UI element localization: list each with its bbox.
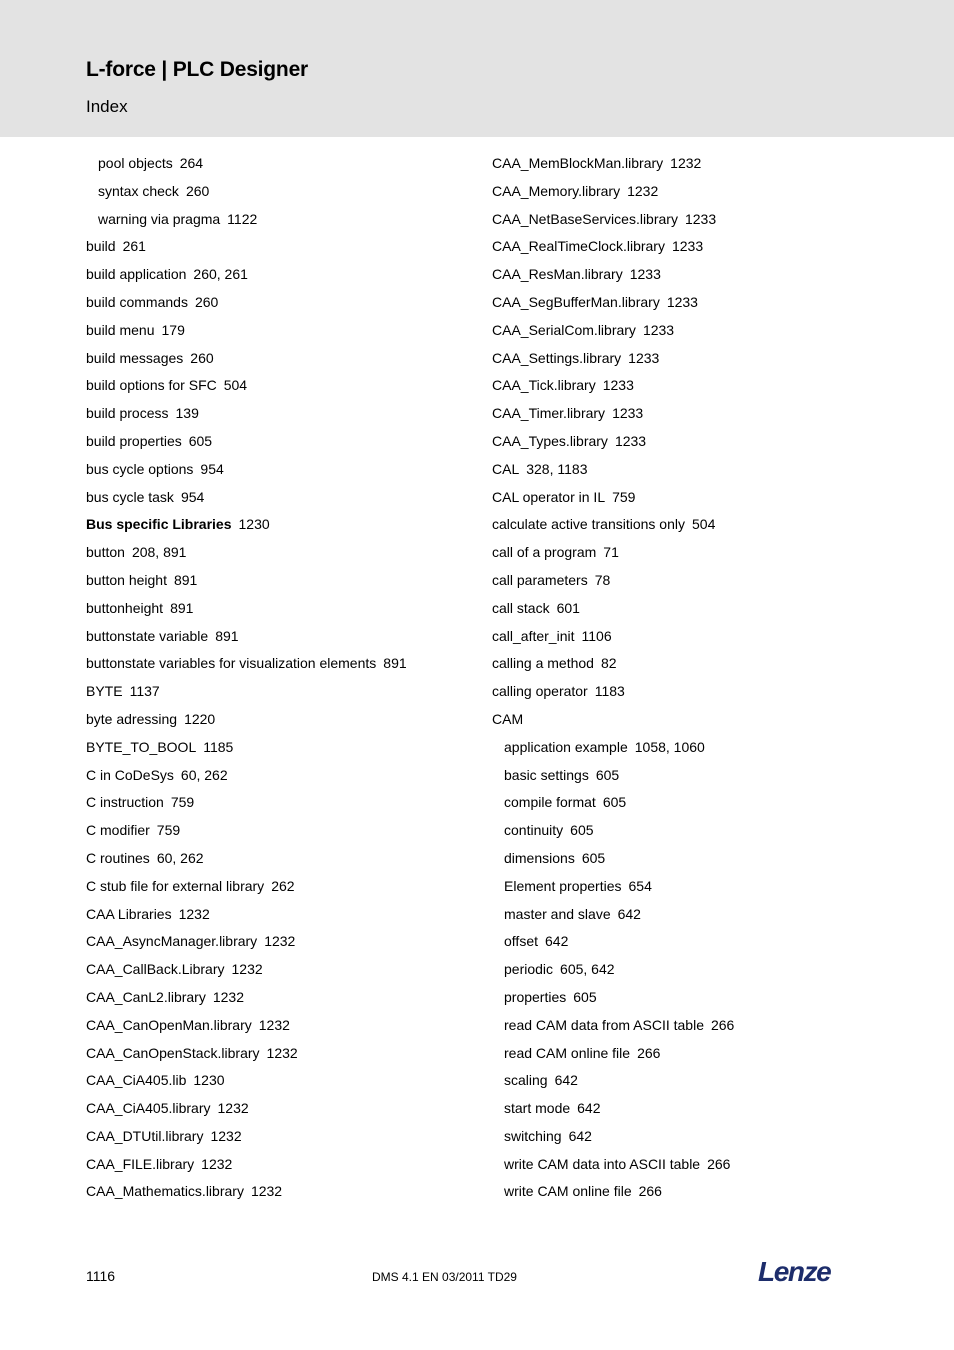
index-page-refs: 605	[602, 794, 627, 811]
index-entry	[86, 206, 466, 234]
index-entry	[492, 261, 892, 289]
index-term: master and slave	[504, 905, 611, 922]
index-entry	[492, 734, 892, 762]
index-entry	[492, 650, 892, 678]
index-entry	[492, 762, 892, 790]
index-term: CAA_CiA405.library	[86, 1100, 211, 1117]
index-term: button height	[86, 571, 167, 588]
index-term: CAA_CanL2.library	[86, 988, 206, 1005]
index-term: build application	[86, 266, 187, 283]
index-page-refs: 1230	[193, 1072, 225, 1089]
index-page-refs: 759	[170, 794, 195, 811]
index-entry	[492, 928, 892, 956]
index-page-refs: 260	[190, 349, 214, 366]
index-entry	[492, 1067, 892, 1095]
index-term: calculate active transitions only	[492, 516, 685, 533]
index-term: bus cycle options	[86, 460, 194, 477]
index-entry	[492, 1040, 892, 1068]
index-term: CAA_MemBlockMan.library	[492, 155, 664, 171]
index-page-refs: 1106	[581, 627, 612, 644]
index-term: C modifier	[86, 822, 150, 839]
index-page-refs: 759	[156, 822, 181, 839]
index-term: Element properties	[504, 877, 622, 894]
index-page-refs: 1232	[250, 1183, 283, 1200]
index-term: continuity	[504, 822, 564, 839]
index-term: pool objects	[98, 155, 173, 171]
index-term: BYTE	[86, 683, 123, 700]
index-entry	[86, 400, 466, 428]
index-entry	[492, 901, 892, 929]
index-page-refs: 60, 262	[156, 849, 204, 866]
index-page-refs: 1058, 1060	[634, 738, 705, 755]
index-entry	[86, 845, 466, 873]
index-term: CAA_Settings.library	[492, 349, 622, 366]
index-entry	[86, 345, 466, 373]
index-entry	[492, 345, 892, 373]
index-term: warning via pragma	[98, 210, 221, 227]
index-entry	[86, 1040, 466, 1068]
index-entry	[86, 261, 466, 289]
index-term: CAA_CanOpenMan.library	[86, 1016, 252, 1033]
index-term: CAA_Memory.library	[492, 182, 621, 199]
index-entry	[492, 1012, 892, 1040]
index-term: C routines	[86, 849, 150, 866]
index-page-refs: 328, 1183	[526, 460, 588, 477]
index-entry	[492, 873, 892, 901]
index-column-left	[86, 150, 466, 1206]
index-entry	[86, 456, 466, 484]
index-page-refs: 642	[545, 933, 569, 950]
index-term: button	[86, 544, 125, 561]
index-term: CAA_SegBufferMan.library	[492, 293, 660, 310]
index-term: call_after_init	[492, 627, 575, 644]
index-term: build commands	[86, 293, 188, 310]
index-term: build messages	[86, 349, 184, 366]
index-term: write CAM online file	[504, 1183, 632, 1200]
index-term: basic settings	[504, 766, 589, 783]
index-entry	[492, 317, 892, 345]
index-entry	[86, 595, 466, 623]
index-entry	[492, 595, 892, 623]
index-page-refs: 60, 262	[180, 766, 228, 783]
index-term: application example	[504, 738, 628, 755]
index-term: dimensions	[504, 849, 575, 866]
index-entry	[86, 1067, 466, 1095]
index-entry	[492, 233, 892, 261]
index-page-refs: 954	[200, 460, 224, 477]
index-page-refs: 1233	[684, 210, 717, 227]
index-term: C stub file for external library	[86, 877, 265, 894]
index-term: call stack	[492, 599, 550, 616]
index-term: CAA_Tick.library	[492, 377, 596, 394]
index-term: CAA_DTUtil.library	[86, 1127, 204, 1144]
index-entry	[86, 372, 466, 400]
index-term: C instruction	[86, 794, 164, 811]
index-page-refs: 954	[180, 488, 205, 505]
index-term: CAA_CanOpenStack.library	[86, 1044, 260, 1061]
index-page-refs: 266	[707, 1155, 731, 1172]
index-page-refs: 139	[175, 405, 199, 422]
index-entry	[492, 289, 892, 317]
index-term: read CAM online file	[504, 1044, 631, 1061]
index-entry	[86, 1095, 466, 1123]
index-entry	[492, 817, 892, 845]
index-page-refs: 1232	[266, 1044, 298, 1061]
index-page-refs: 1232	[212, 988, 244, 1005]
index-term: BYTE_TO_BOOL	[86, 738, 197, 755]
index-term: C in CoDeSys	[86, 766, 174, 783]
index-entry	[86, 428, 466, 456]
index-entry	[492, 984, 892, 1012]
index-entry	[86, 150, 466, 178]
index-page-refs: 891	[170, 599, 194, 616]
index-page-refs: 1233	[642, 321, 675, 338]
index-entry	[492, 956, 892, 984]
index-term: CAA_CallBack.Library	[86, 961, 225, 978]
index-page-refs: 1232	[264, 933, 296, 950]
index-entry	[492, 456, 892, 484]
index-page-refs: 891	[383, 655, 407, 672]
index-page-refs: 266	[637, 1044, 661, 1061]
index-entry	[86, 623, 466, 651]
index-page-refs: 1220	[184, 710, 216, 727]
index-entry	[492, 1178, 892, 1206]
index-page-refs: 1232	[231, 961, 263, 978]
index-page-refs: 605	[595, 766, 620, 783]
index-entry	[492, 428, 892, 456]
index-entry	[492, 178, 892, 206]
index-term: build properties	[86, 432, 182, 449]
index-entry	[86, 511, 466, 539]
index-page-refs: 1232	[210, 1127, 242, 1144]
index-term: scaling	[504, 1072, 548, 1089]
index-page-refs: 266	[710, 1016, 735, 1033]
index-term: write CAM data into ASCII table	[504, 1155, 701, 1172]
index-page-refs: 1233	[671, 238, 704, 255]
header-band	[0, 0, 954, 137]
index-term: CAA_ResMan.library	[492, 266, 623, 283]
index-page-refs: 1232	[670, 155, 702, 171]
index-term: Bus specific Libraries	[86, 516, 232, 533]
index-term: CAA_NetBaseServices.library	[492, 210, 678, 227]
index-page-refs: 82	[600, 655, 617, 672]
index-page-refs: 1233	[629, 266, 661, 283]
index-page-refs: 266	[638, 1183, 662, 1200]
index-term: calling operator	[492, 683, 588, 700]
index-page-refs: 71	[603, 544, 619, 561]
index-term: build options for SFC	[86, 377, 217, 394]
index-term: CAA_Timer.library	[492, 405, 606, 422]
document-reference: DMS 4.1 EN 03/2011 TD29	[372, 1270, 517, 1284]
index-entry	[492, 484, 892, 512]
index-page-refs: 1232	[178, 905, 210, 922]
index-term: CAA_SerialCom.library	[492, 321, 636, 338]
index-page-refs: 642	[568, 1127, 592, 1144]
index-page-refs: 504	[223, 377, 248, 394]
index-term: buttonstate variable	[86, 627, 209, 644]
index-term: CAA_Types.library	[492, 432, 608, 449]
index-page-refs: 601	[556, 599, 580, 616]
index-page-refs: 260	[185, 182, 210, 199]
index-entry	[86, 1151, 466, 1179]
index-entry	[492, 706, 892, 734]
index-page-refs: 1232	[258, 1016, 290, 1033]
index-term: offset	[504, 933, 538, 950]
index-page-refs: 1122	[227, 210, 258, 227]
index-entry	[86, 817, 466, 845]
index-term: call of a program	[492, 544, 597, 561]
index-entry	[492, 1095, 892, 1123]
index-term: CAA_Mathematics.library	[86, 1183, 244, 1200]
index-entry	[86, 650, 466, 678]
lenze-logo: Lenze	[758, 1256, 831, 1287]
index-term: call parameters	[492, 571, 588, 588]
index-term: buttonheight	[86, 599, 164, 616]
index-page-refs: 78	[594, 571, 611, 588]
index-entry	[492, 511, 892, 539]
index-term: CAA Libraries	[86, 905, 172, 922]
index-entry	[86, 734, 466, 762]
index-page-refs: 654	[628, 877, 652, 894]
index-page-refs: 759	[612, 488, 636, 505]
index-page-refs: 891	[173, 571, 198, 588]
index-entry	[86, 789, 466, 817]
index-entry	[492, 845, 892, 873]
index-page-refs: 1232	[201, 1155, 233, 1172]
index-entry	[492, 372, 892, 400]
index-page-refs: 642	[617, 905, 641, 922]
index-entry	[86, 762, 466, 790]
index-page-refs: 1137	[129, 683, 160, 700]
index-term: build menu	[86, 321, 155, 338]
index-entry	[86, 178, 466, 206]
index-page-refs: 642	[554, 1072, 578, 1089]
index-entry	[492, 1151, 892, 1179]
index-entry	[86, 706, 466, 734]
index-page-refs: 261	[122, 238, 146, 255]
index-term: CAA_AsyncManager.library	[86, 933, 258, 950]
index-term: read CAM data from ASCII table	[504, 1016, 704, 1033]
index-entry	[86, 567, 466, 595]
index-page-refs: 605	[573, 988, 597, 1005]
index-term: compile format	[504, 794, 596, 811]
index-term: switching	[504, 1127, 562, 1144]
index-column-right	[492, 150, 892, 1206]
index-page-refs: 1233	[666, 293, 698, 310]
index-term: CAA_CiA405.lib	[86, 1072, 187, 1089]
index-page-refs: 1233	[628, 349, 660, 366]
index-term: calling a method	[492, 655, 594, 672]
index-page-refs: 1185	[203, 738, 234, 755]
index-entry	[86, 901, 466, 929]
index-term: periodic	[504, 961, 554, 978]
index-page-refs: 1233	[602, 377, 634, 394]
page-number: 1116	[86, 1268, 116, 1284]
index-page-refs: 260, 261	[193, 266, 248, 283]
index-entry	[86, 873, 466, 901]
section-title: Index	[86, 97, 128, 116]
index-entry	[492, 400, 892, 428]
index-entry	[492, 539, 892, 567]
index-term: build process	[86, 405, 169, 422]
index-page-refs: 179	[161, 321, 185, 338]
index-term: CAA_RealTimeClock.library	[492, 238, 665, 255]
index-entry	[86, 317, 466, 345]
index-page-refs: 605, 642	[560, 961, 615, 978]
index-page-refs: 1233	[612, 405, 644, 422]
index-entry	[492, 678, 892, 706]
index-page-refs: 605	[188, 432, 213, 449]
index-entry	[86, 289, 466, 317]
index-entry	[492, 150, 892, 178]
index-entry	[492, 567, 892, 595]
index-entry	[86, 1012, 466, 1040]
index-page-refs: 264	[179, 155, 204, 171]
index-entry	[86, 1178, 466, 1206]
index-entry	[492, 789, 892, 817]
index-page-refs: 1232	[217, 1100, 249, 1117]
index-entry	[492, 623, 892, 651]
document-title: L-force | PLC Designer	[86, 58, 309, 81]
index-entry	[86, 484, 466, 512]
index-term: CAA_FILE.library	[86, 1155, 195, 1172]
index-term: syntax check	[98, 182, 179, 199]
index-entry	[86, 928, 466, 956]
index-entry	[492, 1123, 892, 1151]
index-page-refs: 1230	[238, 516, 270, 533]
index-entry	[86, 984, 466, 1012]
index-term: byte adressing	[86, 710, 178, 727]
index-page-refs: 504	[692, 516, 716, 533]
index-entry	[86, 233, 466, 261]
index-term: CAL operator in IL	[492, 488, 606, 505]
index-page-refs: 1183	[594, 683, 625, 700]
index-term: properties	[504, 988, 567, 1005]
index-page-refs: 605	[581, 849, 606, 866]
index-page-refs: 642	[577, 1100, 601, 1117]
index-page-refs: 260	[194, 293, 219, 310]
index-page-refs: 1232	[627, 182, 659, 199]
index-page-refs: 1233	[614, 432, 647, 449]
index-page-refs: 891	[215, 627, 239, 644]
index-entry	[86, 539, 466, 567]
index-entry	[86, 1123, 466, 1151]
index-term: bus cycle task	[86, 488, 174, 505]
index-term: CAL	[492, 460, 520, 477]
index-page-refs: 262	[271, 877, 295, 894]
index-term: CAM	[492, 710, 524, 727]
index-page-refs: 208, 891	[131, 544, 187, 561]
index-page-refs: 605	[570, 822, 594, 839]
index-entry	[86, 678, 466, 706]
index-entry	[86, 956, 466, 984]
index-term: build	[86, 238, 116, 255]
index-term: buttonstate variables for visualization elements	[86, 655, 377, 672]
index-term: start mode	[504, 1100, 571, 1117]
index-entry	[492, 206, 892, 234]
